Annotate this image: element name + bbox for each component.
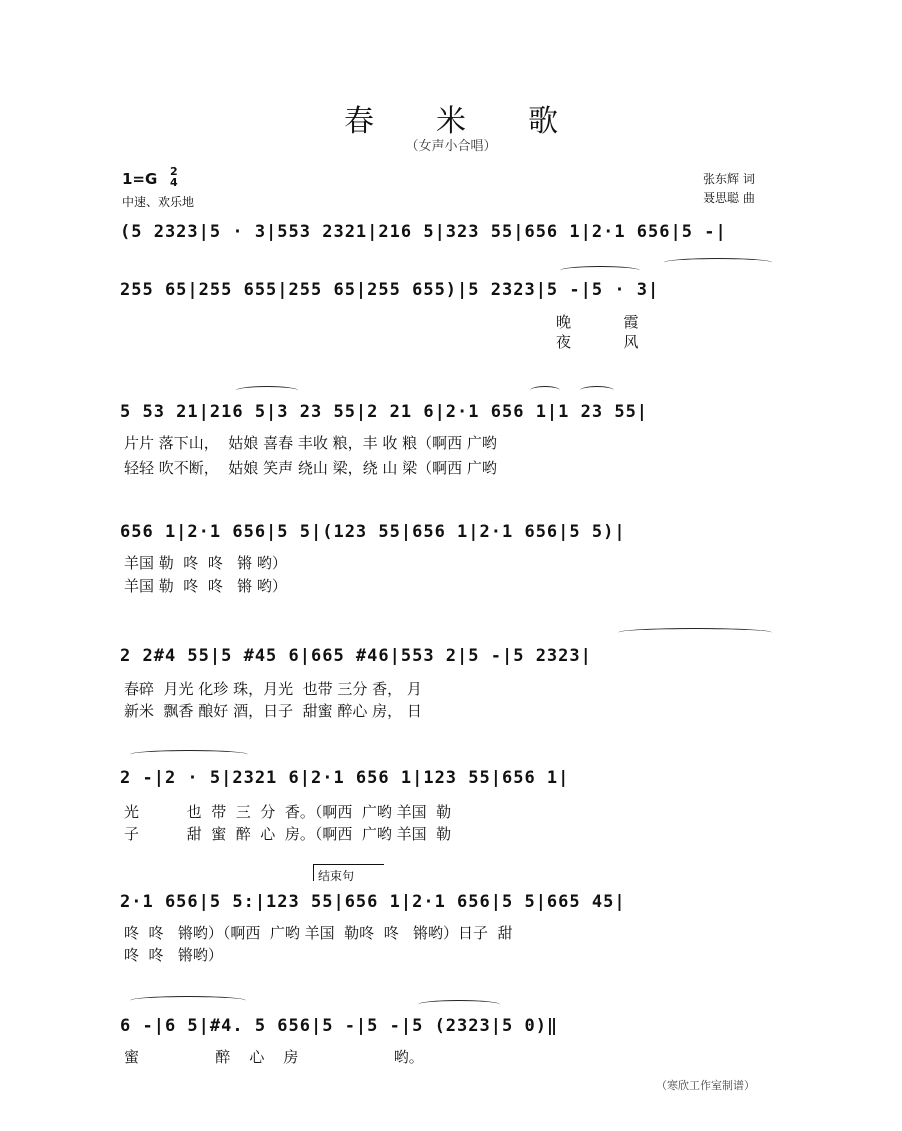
lyric-line-3b: 轻轻 吹不断， 姑娘 笑声 绕山 梁，绕 山 梁（啊西 广哟: [124, 459, 497, 477]
song-subtitle: （女声小合唱）: [405, 139, 497, 154]
lyric-line-7a: 咚 咚 锵哟）（啊西 广哟 羊国 勒咚 咚 锵哟）日子 甜: [124, 924, 513, 942]
slur: [580, 386, 614, 395]
lyric-line-4b: 羊国 勒 咚 咚 锵 哟）: [124, 577, 287, 595]
slur: [418, 1000, 500, 1009]
lyric-line-2b: 夜 风: [556, 333, 639, 351]
lyric-line-7b: 咚 咚 锵哟）: [124, 946, 223, 964]
lyric-line-6b: 子 甜 蜜 醉 心 房。（啊西 广哟 羊国 勒: [124, 825, 452, 843]
slur: [618, 628, 772, 637]
notation-line-7: 2·1 656|5 5:|123 55|656 1|2·1 656|5 5|665 45|: [120, 892, 626, 912]
slur: [130, 750, 248, 759]
notation-line-2: 255 65|255 655|255 65|255 655)|5 2323|5 -|5 · 3|: [120, 280, 660, 300]
slur: [530, 386, 560, 395]
lyric-line-5a: 春碎 月光 化珍 珠，月光 也带 三分 香， 月: [124, 680, 422, 698]
tempo-marking: 中速、欢乐地: [122, 195, 195, 209]
time-sig-bottom: 4: [170, 176, 178, 189]
notation-line-5: 2 2#4 55|5 #45 6|665 #46|553 2|5 -|5 2323|: [120, 646, 592, 666]
notation-line-1: (5 2323|5 · 3|553 2321|216 5|323 55|656 1|2·1 656|5 -|: [120, 222, 727, 242]
notation-line-8: 6 -|6 5|#4. 5 656|5 -|5 -|5 (2323|5 0)‖: [120, 1016, 559, 1036]
lyric-line-2a: 晚 霞: [556, 313, 639, 331]
slur: [236, 386, 298, 395]
lyric-line-3a: 片片 落下山， 姑娘 喜春 丰收 粮，丰 收 粮（啊西 广哟: [124, 434, 497, 452]
composer: 聂思聪 曲: [703, 191, 755, 205]
notation-line-3: 5 53 21|216 5|3 23 55|2 21 6|2·1 656 1|1 23 55|: [120, 402, 649, 422]
engraver-credit: （寒欣工作室制谱）: [656, 1079, 755, 1092]
slur: [664, 258, 772, 267]
lyricist: 张东辉 词: [703, 172, 755, 186]
lyric-line-5b: 新米 飘香 酿好 酒，日子 甜蜜 醉心 房， 日: [124, 702, 422, 720]
notation-line-6: 2 -|2 · 5|2321 6|2·1 656 1|123 55|656 1|: [120, 768, 570, 788]
time-sig-top: 2: [170, 165, 178, 178]
lyric-line-4a: 羊国 勒 咚 咚 锵 哟）: [124, 554, 287, 572]
slur: [130, 996, 246, 1005]
notation-line-4: 656 1|2·1 656|5 5|(123 55|656 1|2·1 656|5 5)|: [120, 522, 626, 542]
lyric-line-6a: 光 也 带 三 分 香。（啊西 广哟 羊国 勒: [124, 803, 452, 821]
time-signature: [170, 166, 178, 188]
slur: [560, 266, 640, 275]
ending-section-label: 结束句: [313, 864, 384, 881]
key-signature: 1=G: [122, 170, 158, 188]
song-title: 春米歌: [344, 104, 620, 139]
lyric-line-8a: 蜜 醉 心 房 哟。: [124, 1048, 424, 1066]
